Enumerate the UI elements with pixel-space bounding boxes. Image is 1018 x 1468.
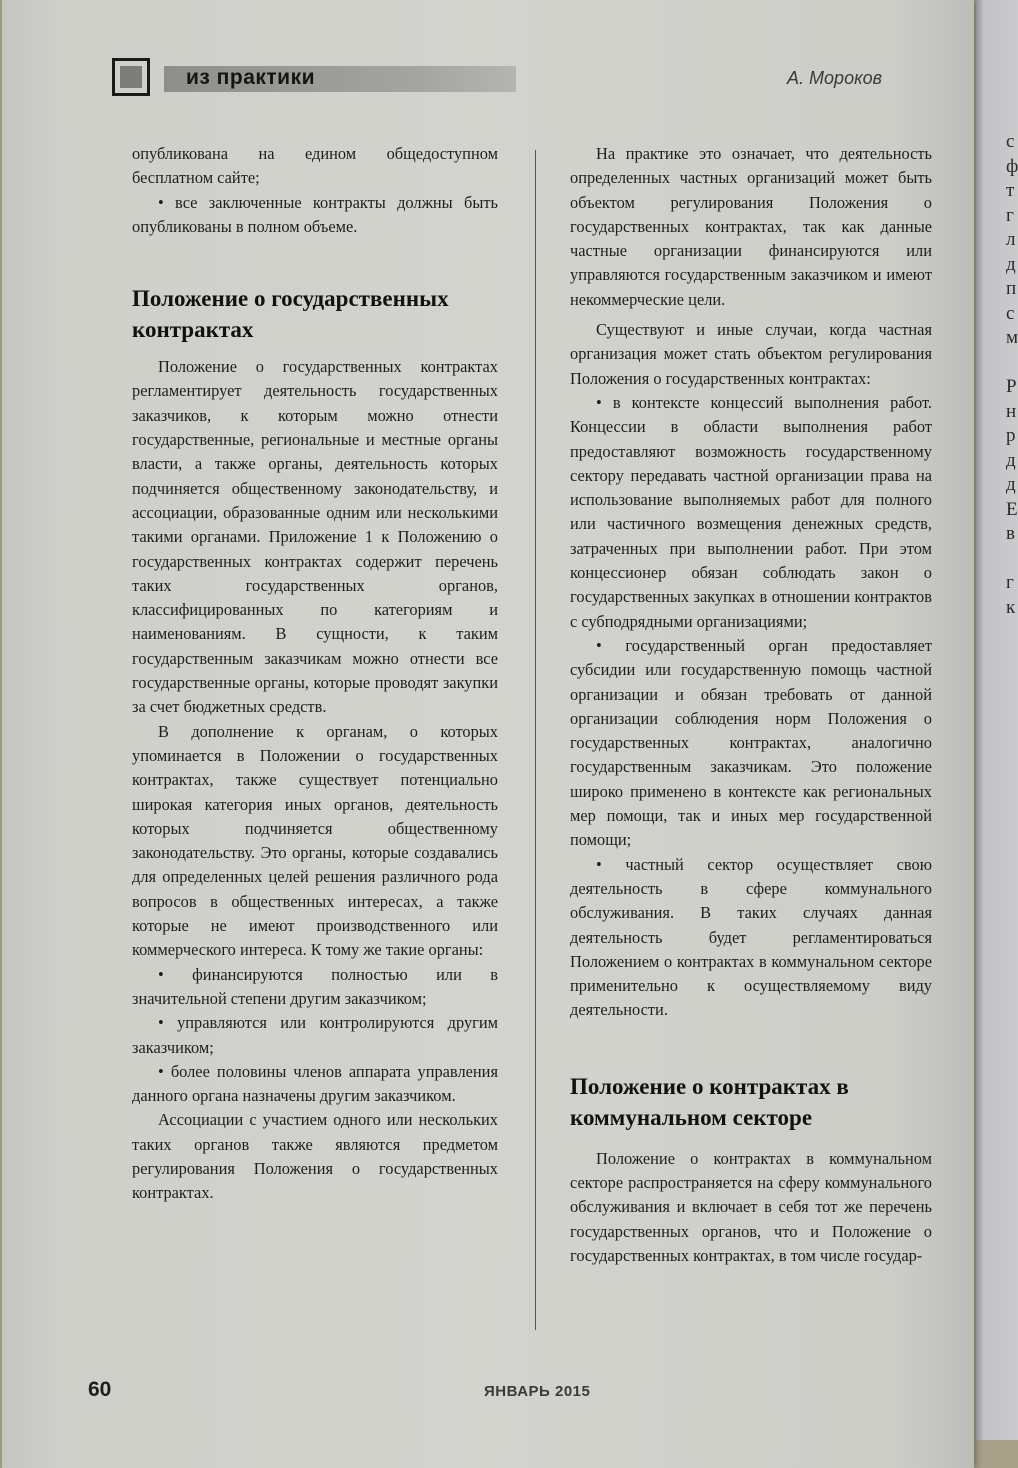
section-marker-icon [112, 58, 150, 96]
author-name: А. Мороков [787, 68, 882, 88]
adjacent-letter: д [1006, 474, 1016, 495]
left-column [132, 142, 498, 1206]
paragraph: Положение о государственных контрактах регламентирует деятельность государственных заказчиков, к которым можно отнести государственные, региональные и местные органы власти, а также органы, деятельность которых подчиняется общественному законодательству, и ассоциации, образованные одним или несколькими такими органами. Приложение 1 к Положению о государственных контрактах содержит перечень таких государственных органов, классифицированных по категориям и наименованиям. В сущности, к таким государственным заказчикам можно отнести все государственные органы, которые проводят закупки за счет бюджетных средств. [132, 357, 498, 717]
bullet-item: • все заключенные контракты должны быть опубликованы в полном объеме. [132, 191, 498, 240]
bullet-item: • частный сектор осуществляет свою деятельность в сфере коммунального обслуживания. В таких случаях данная деятельность будет регламентироваться Положением о контрактах в коммунальном секторе применительно к осуществляемому виду деятельности. [570, 853, 932, 1023]
bullet-item: • финансируются полностью или в значительной степени другим заказчиком; [132, 963, 498, 1012]
paragraph: Существуют и иные случаи, когда частная организация может стать объектом регулирования Положения о государственных контрактах: [570, 320, 932, 388]
page-number: 60 [88, 1378, 112, 1401]
adjacent-letter: к [1006, 596, 1016, 618]
adjacent-letter: р [1006, 425, 1016, 446]
paragraph: Положение о контрактах в коммунальном секторе распространяется на сферу коммунального обслуживания и включает в себя тот же перечень государственных органов, что и Положение о государственных контрактах, в том числе государ- [570, 1148, 932, 1265]
adjacent-letter: с [1006, 302, 1015, 324]
adjacent-letter: в [1006, 523, 1015, 544]
adjacent-letter: н [1006, 400, 1017, 422]
bullet-item: • управляются или контролируются другим заказчиком; [132, 1011, 498, 1060]
spacer [132, 345, 498, 355]
adjacent-letter: т [1006, 180, 1015, 201]
adjacent-letter: г [1006, 204, 1014, 226]
spacer [132, 239, 498, 283]
bullet-item: • в контексте концессий выполнения работ. Концессии в области выполнения работ предоставляют возможность государственному сектору передавать частной организации права на использование выполняемых работ для полного или частичного возмещения денежных средств, затраченных при выполнении работ. При этом концессионер обязан соблюдать закон о государственных закупках в отношении контрактов с субподрядными организациями; [570, 391, 932, 634]
section-title: из практики [186, 66, 315, 89]
adjacent-letter: г [1006, 572, 1014, 593]
paragraph: Ассоциации с участием одного или нескольких таких органов также являются предметом регулирования Положения о государственных контрактах. [132, 1110, 498, 1203]
adjacent-letter [1006, 351, 1018, 376]
spacer [570, 1023, 932, 1071]
issue-date: ЯНВАРЬ 2015 [484, 1383, 591, 1400]
bullet-item: • более половины членов аппарата управления данного органа назначены другим заказчиком. [132, 1060, 498, 1109]
adjacent-letter: д [1006, 449, 1016, 471]
adjacent-letter: м [1006, 327, 1018, 348]
right-column [570, 142, 932, 1268]
adjacent-letter: Р [1006, 376, 1017, 397]
adjacent-letter: Е [1006, 498, 1018, 520]
adjacent-letter [1006, 547, 1018, 572]
paragraph-continued: опубликована на едином общедоступном бесплатном сайте; [132, 144, 498, 188]
bullet-item: • государственный орган предоставляет субсидии или государственную помощь частной организации и обязан требовать от данной организации соблюдения норм Положения о государственных контрактах, аналогично государственным заказчикам. Это положение широко применено в контексте как региональных мер помощи, так и иных мер государственной помощи; [570, 634, 932, 853]
adjacent-letter: c [1006, 131, 1015, 152]
magazine-page [2, 0, 974, 1468]
adjacent-letter: п [1006, 278, 1017, 299]
adjacent-letter: д [1006, 253, 1016, 275]
column-divider [535, 150, 536, 1330]
adjacent-page-letters [1006, 130, 1018, 620]
paragraph: В дополнение к органам, о которых упоминается в Положении о государственных контрактах, также существует потенциально широкая категория иных органов, деятельность которых подчиняется общественному законодательству. Это органы, которые создавались для определенных целей решения различного рода вопросов в общественных интересах, а также которые не имеют производственного или коммерческого интереса. К тому же такие органы: [132, 721, 498, 960]
adjacent-letter: ф [1006, 155, 1018, 177]
adjacent-letter: л [1006, 229, 1016, 250]
paragraph: На практике это означает, что деятельность определенных частных организаций может быть объектом регулирования Положения о государственных контрактах, так как данные частные организации финансируются или управляются государственным заказчиком и имеют некоммерческие цели. [570, 144, 932, 309]
section-heading: Положение о государственных контрактах [132, 286, 449, 343]
spacer [570, 1133, 932, 1147]
section-heading: Положение о контрактах в коммунальном секторе [570, 1073, 849, 1130]
adjacent-page-edge [976, 0, 1018, 1440]
